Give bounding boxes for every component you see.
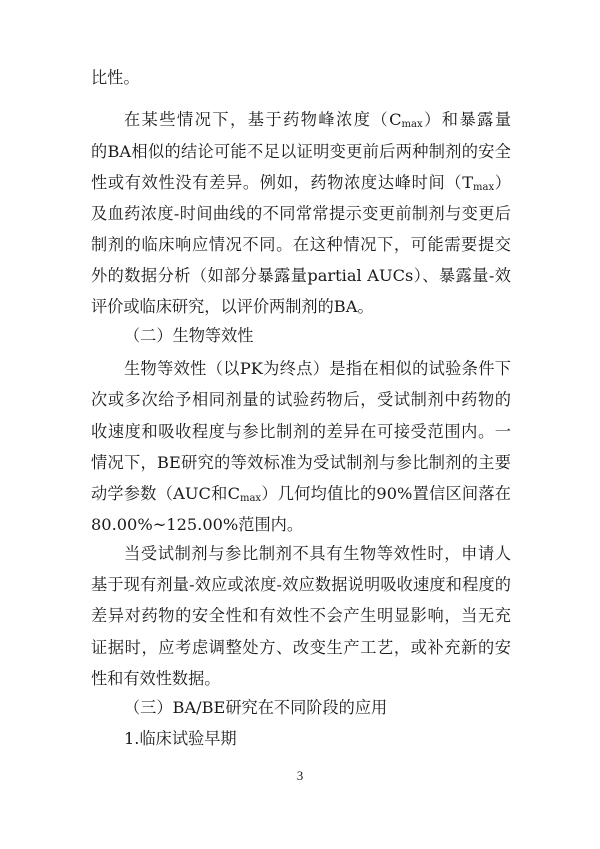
text-line: 评价或临床研究，以评价两制剂的BA。 xyxy=(91,297,374,316)
text-segment: ）几何均值比的90%置信区间落在 xyxy=(261,484,511,503)
text-line xyxy=(91,173,511,193)
text-line: 情况下，BE研究的等效标准为受试制剂与参比制剂的主要 xyxy=(91,453,511,472)
page-number: 3 xyxy=(296,768,304,783)
text-segment: 在某些情况下，基于药物峰浓度（C xyxy=(124,110,402,129)
text-line: 收速度和吸收程度与参比制剂的差异在可接受范围内。一 xyxy=(91,422,511,441)
text-line xyxy=(91,484,511,504)
text-line: 外的数据分析（如部分暴露量partial AUCs）、暴露量-效 xyxy=(91,266,511,285)
subscript: max xyxy=(401,119,423,130)
text-line xyxy=(124,110,511,130)
text-line: 80.00%~125.00%范围内。 xyxy=(91,515,304,534)
text-line: 比性。 xyxy=(91,68,140,87)
text-segment: ）和暴露量 xyxy=(422,110,511,129)
subsection-heading: 1.临床试验早期 xyxy=(124,729,237,748)
subscript: max xyxy=(473,182,495,193)
text-line: 及血药浓度-时间曲线的不同常常提示变更前制剂与变更后 xyxy=(91,204,511,223)
section-heading: （三）BA/BE研究在不同阶段的应用 xyxy=(124,698,388,717)
subscript: max xyxy=(239,493,262,504)
text-line: 当受试制剂与参比制剂不具有生物等效性时，申请人 xyxy=(124,544,511,563)
text-line: 次或多次给予相同剂量的试验药物后，受试制剂中药物的 xyxy=(91,390,511,409)
text-line: 的BA相似的结论可能不足以证明变更前后两种制剂的安全 xyxy=(91,142,511,161)
text-segment: 动学参数（AUC和C xyxy=(91,484,240,503)
text-line: 差异对药物的安全性和有效性不会产生明显影响，当无充 xyxy=(91,606,511,625)
section-heading: （二）生物等效性 xyxy=(124,326,254,345)
text-line: 性和有效性数据。 xyxy=(91,669,221,688)
text-segment: ） xyxy=(494,173,511,192)
text-line: 生物等效性（以PK为终点）是指在相似的试验条件下 xyxy=(124,359,511,378)
text-segment: 性或有效性没有差异。例如，药物浓度达峰时间（T xyxy=(91,173,474,192)
text-line: 证据时，应考虑调整处方、改变生产工艺，或补充新的安 xyxy=(91,638,511,657)
text-line: 制剂的临床响应情况不同。在这种情况下，可能需要提交 xyxy=(91,235,511,254)
text-line: 基于现有剂量-效应或浓度-效应数据说明吸收速度和程度的 xyxy=(91,575,511,594)
